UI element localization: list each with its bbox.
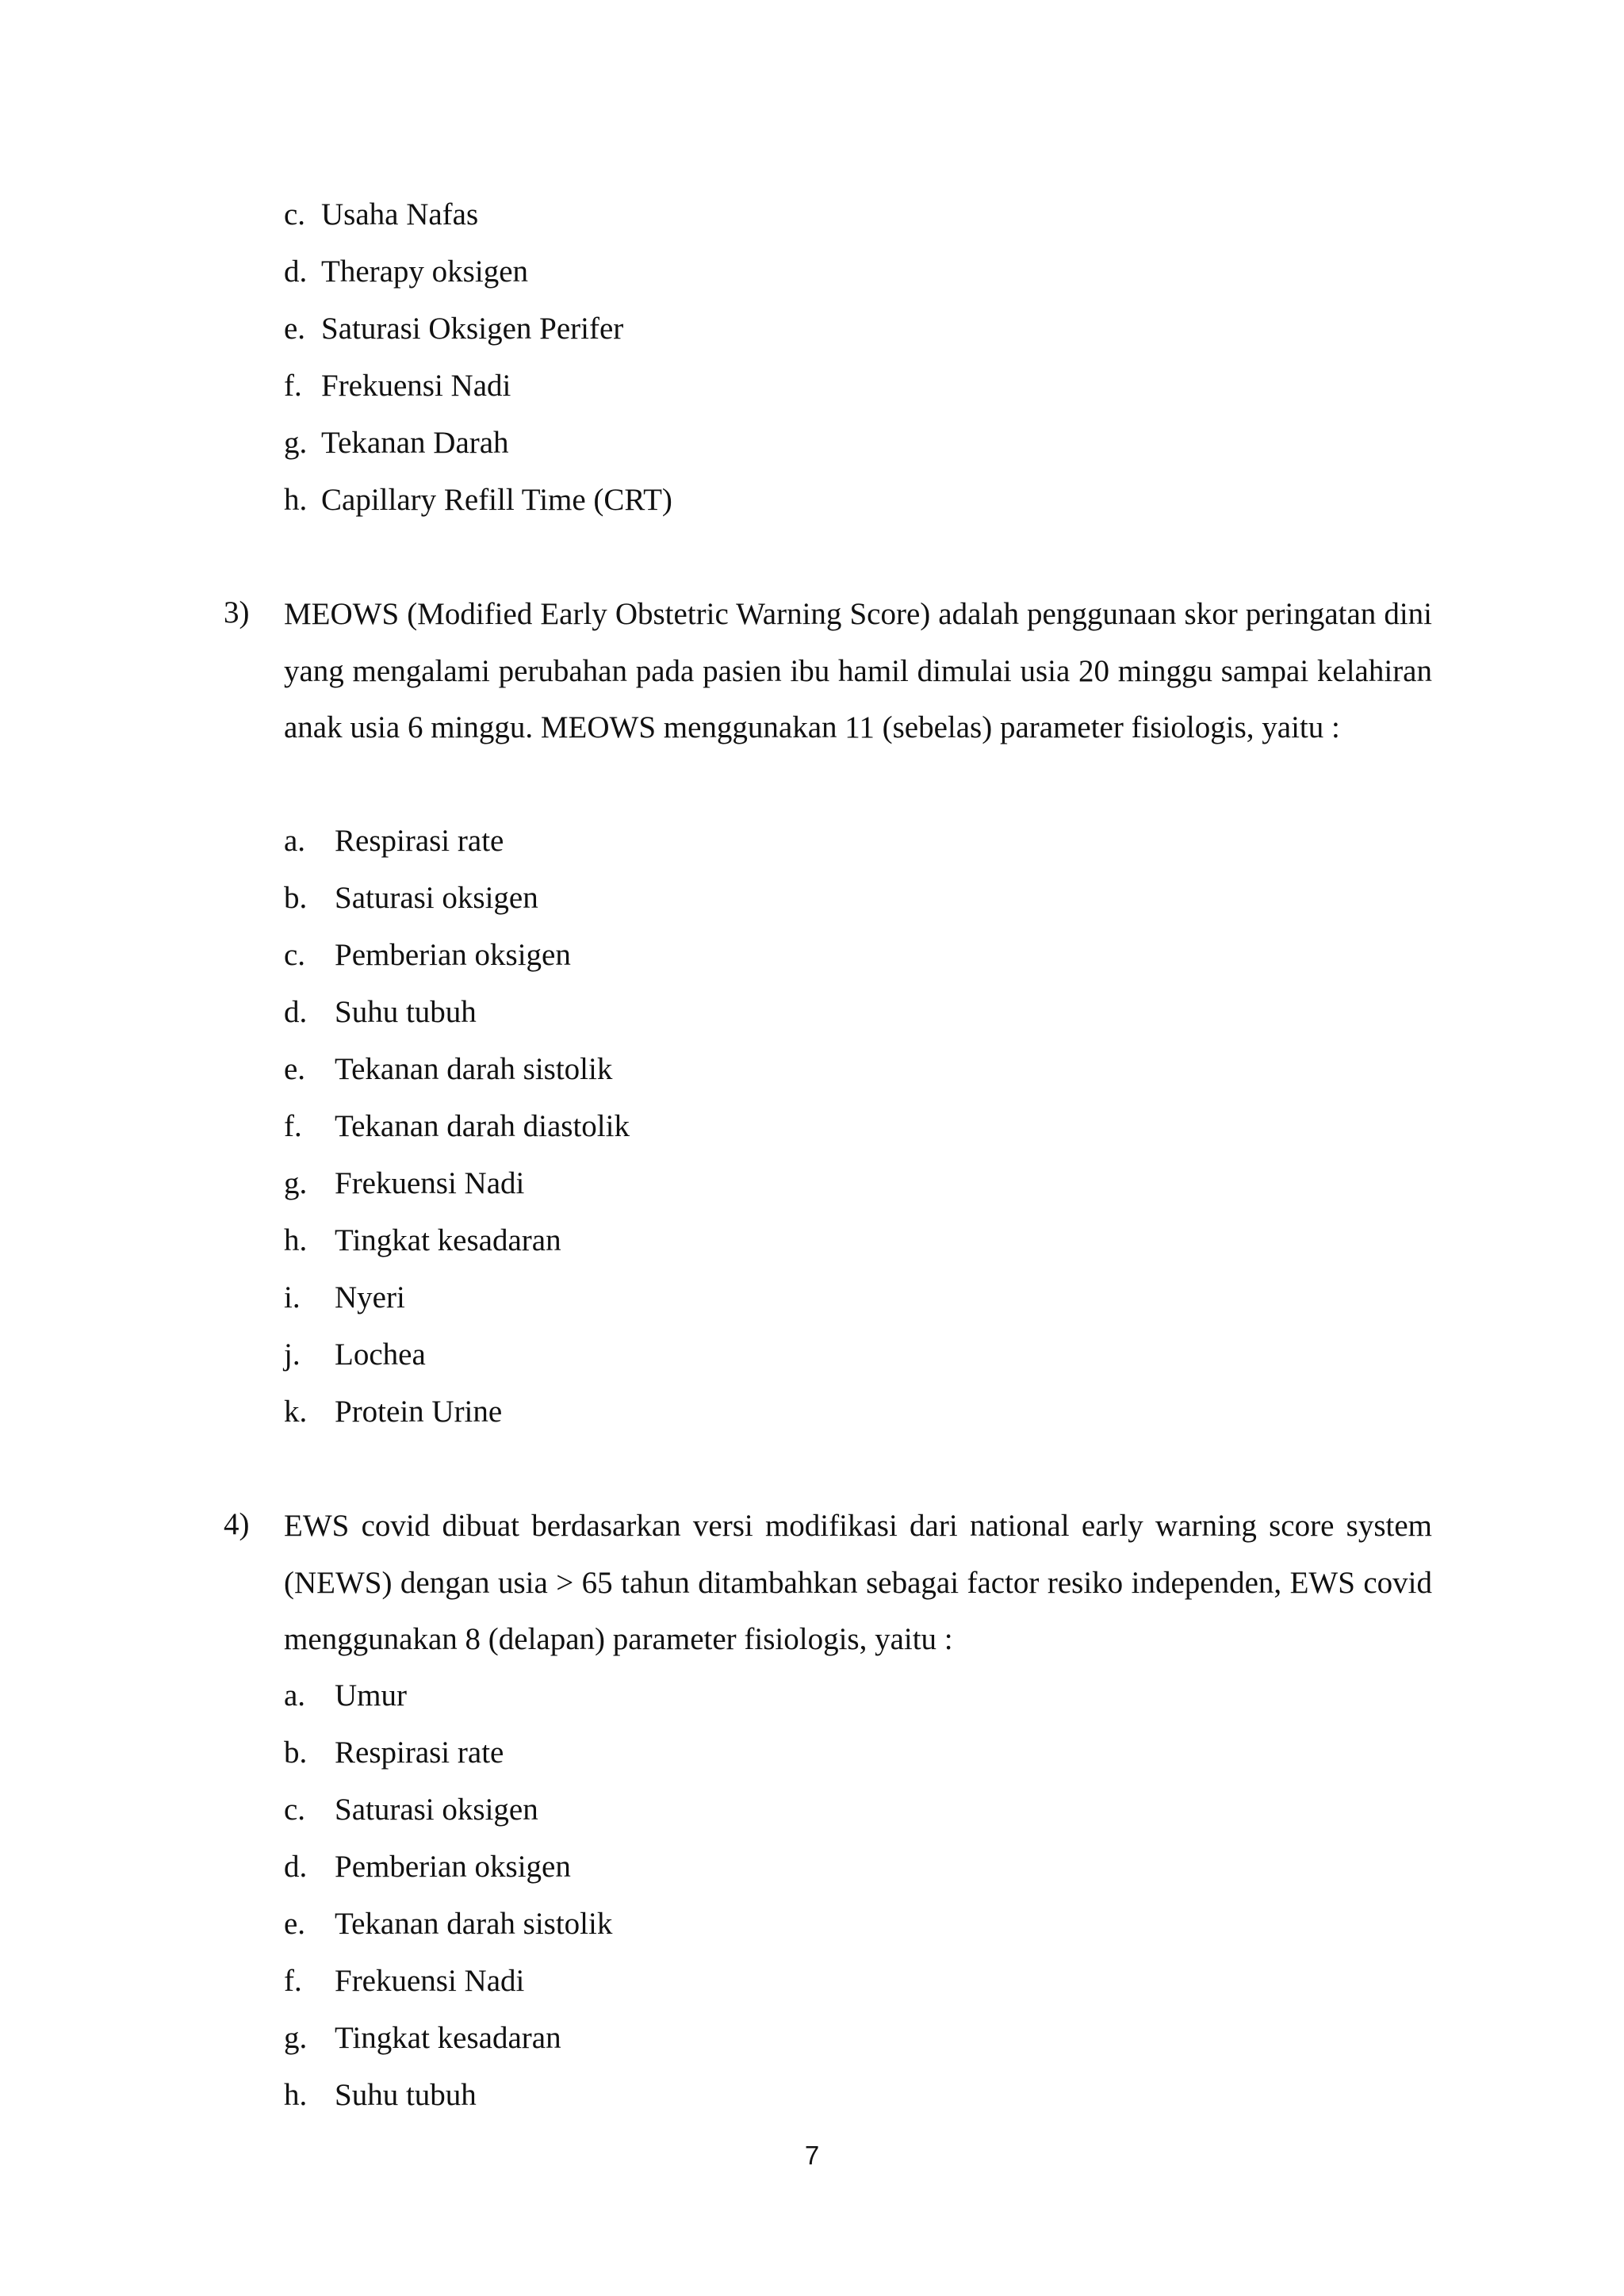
list-item-label: i. — [284, 1280, 301, 1314]
list-item-label: c. — [284, 197, 306, 232]
list-item-text: Tingkat kesadaran — [335, 2021, 561, 2055]
list-item-text: Frekuensi Nadi — [335, 1166, 525, 1200]
section-3-number: 3) — [224, 595, 250, 629]
list-item-label: h. — [284, 2078, 308, 2112]
list-item-text: Capillary Refill Time (CRT) — [321, 483, 672, 517]
list-item-text: Frekuensi Nadi — [335, 1964, 525, 1998]
list-item-text: Umur — [335, 1678, 407, 1712]
list-item-label: e. — [284, 312, 306, 346]
list-item-text: Lochea — [335, 1337, 426, 1372]
section-3-paragraph: MEOWS (Modified Early Obstetric Warning Score) adalah penggunaan skor peringatan dini yang mengalami perubahan pada pasien ibu hamil dimulai usia 20 minggu sampai kelahiran anak usia 6 minggu. MEOWS menggunakan 11 (sebelas) parameter fisiologis, yaitu : — [284, 597, 1432, 744]
list-item-label: e. — [284, 1052, 306, 1086]
section-4-paragraph: EWS covid dibuat berdasarkan versi modifikasi dari national early warning score system (NEWS) dengan usia > 65 tahun ditambahkan sebagai factor resiko independen, EWS covid menggunakan 8 (delapan) parameter fisiologis, yaitu : — [284, 1509, 1432, 1656]
list-item-text: Respirasi rate — [335, 1735, 504, 1770]
list-item-label: h. — [284, 483, 308, 517]
section-4-number: 4) — [224, 1507, 250, 1541]
list-item-label: e. — [284, 1907, 306, 1941]
list-item-text: Pemberian oksigen — [335, 938, 571, 972]
list-item-text: Tekanan darah sistolik — [335, 1052, 613, 1086]
list-item-label: f. — [284, 1964, 302, 1998]
list-item-label: f. — [284, 1109, 302, 1143]
list-item-label: g. — [284, 2021, 308, 2055]
list-item-label: a. — [284, 1678, 306, 1712]
list-item-label: h. — [284, 1223, 308, 1257]
list-item-label: k. — [284, 1395, 308, 1429]
list-item-text: Tekanan darah diastolik — [335, 1109, 630, 1143]
page-number: 7 — [804, 2141, 820, 2170]
list-item-text: Saturasi oksigen — [335, 1793, 538, 1827]
list-item-label: g. — [284, 426, 308, 460]
list-item-text: Protein Urine — [335, 1395, 503, 1429]
list-item-text: Suhu tubuh — [335, 995, 477, 1029]
list-item-text: Frekuensi Nadi — [321, 369, 511, 403]
list-item-label: b. — [284, 881, 308, 915]
list-item-label: j. — [284, 1337, 301, 1372]
list-item-text: Respirasi rate — [335, 824, 504, 858]
list-item-text: Suhu tubuh — [335, 2078, 477, 2112]
list-item-label: f. — [284, 369, 302, 403]
list-item-text: Nyeri — [335, 1280, 405, 1314]
list-item-label: c. — [284, 938, 306, 972]
list-item-label: c. — [284, 1793, 306, 1827]
list-item-text: Tingkat kesadaran — [335, 1223, 561, 1257]
list-item-text: Tekanan Darah — [321, 426, 509, 460]
list-item-text: Saturasi oksigen — [335, 881, 538, 915]
list-item-text: Therapy oksigen — [321, 254, 529, 289]
list-item-text: Pemberian oksigen — [335, 1850, 571, 1884]
list-item-label: d. — [284, 995, 308, 1029]
list-item-text: Saturasi Oksigen Perifer — [321, 312, 624, 346]
list-item-text: Usaha Nafas — [321, 197, 479, 232]
list-item-text: Tekanan darah sistolik — [335, 1907, 613, 1941]
list-item-label: d. — [284, 254, 308, 289]
list-item-label: a. — [284, 824, 306, 858]
list-item-label: b. — [284, 1735, 308, 1770]
list-item-label: d. — [284, 1850, 308, 1884]
list-item-label: g. — [284, 1166, 308, 1200]
